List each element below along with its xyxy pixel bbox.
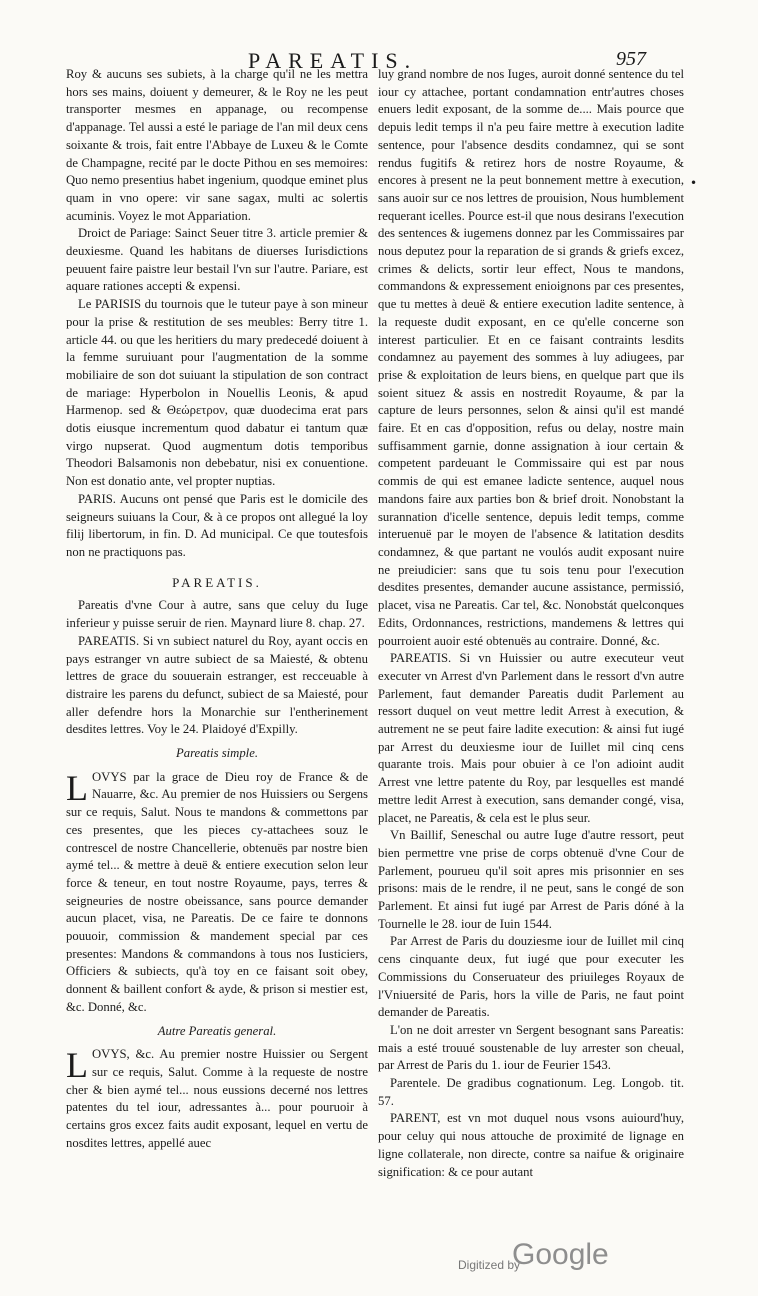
paragraph: PAREATIS. Si vn subiect naturel du Roy, ayant occis en pays estranger vn autre subiect de sa Maiesté, & obtenu lettres de grace du souuerain estranger, est recceuable à distraire les parens du defunct, subiect de sa Maiesté, pour aller defendre hors la Monarchie sur l'entherinement desdites lettres. Voy le 24. Plaidoyé d'Expilly. xyxy=(66,633,368,737)
paragraph: Roy & aucuns ses subiets, à la charge qu'il ne les mettra hors ses mains, doiuent y demeurer, & le Roy ne les peut transporter mesmes en appanage, ou recompense d'appanage. Tel aussi a esté le pariage de l'an mil deux cens soixante & trois, fait entre l'Abbaye de Luxeu & le Comte de Champagne, recité par le docte Pithou en ses memoires: Quo nemo presentius habet ingenium, quodque eminet plus quam in vno opere: vir sane sagax, multi ac solertis acuminis. Voyez le mot Appariation. xyxy=(66,67,368,223)
subheading: Autre Pareatis general. xyxy=(157,1023,277,1038)
paragraph: Vn Baillif, Seneschal ou autre Iuge d'autre ressort, peut bien permettre vne prise de corps obtenuë d'vne Cour de Parlement, pourueu qu'il soit apres mis prisonnier en ses prisons: mais de le rendre, il ne peut, sans le congé de son Parlement. Et ainsi fut iugé par Arrest de Paris dóné à la Tournelle le 28. iour de Iuin 1544. xyxy=(378,828,684,931)
letter-paragraph xyxy=(66,769,368,1017)
paragraph: PARENT, est vn mot duquel nous vsons auiourd'huy, pour celuy qui nous attouche de proximité de lignage en ligne collaterale, non directe, contre sa naifue & originaire signification: & ce pour autant xyxy=(378,1111,684,1179)
drop-cap: L xyxy=(66,767,88,808)
running-title: PAREATIS. xyxy=(248,48,418,73)
letter-paragraph xyxy=(66,1046,368,1152)
paragraph: Par Arrest de Paris du douziesme iour de Iuillet mil cinq cens cinquante deux, fut iugé que pour executer les Commissions du Conseruateur des priuileges Royaux de l'Vniuersité de Paris, hors la ville de Paris, ne faut point demander de Pareatis. xyxy=(378,934,684,1020)
left-column xyxy=(66,66,368,1166)
paragraph: Pareatis d'vne Cour à autre, sans que celuy du Iuge inferieur y puisse seruir de rien. Maynard liure 8. chap. 27. xyxy=(66,598,368,631)
right-column xyxy=(378,66,684,1179)
letter-text: OVYS, &c. Au premier nostre Huissier ou Sergent sur ce requis, Salut. Comme à la requeste de nostre cher & bien aymé tel... nous eussions decerné nos lettres patentes du tel iour, adressantes à... pour pouruoir à certains gros excez faits audit exposant, lequel en vertu de nosdites lettres, appellé auec xyxy=(66,1047,368,1150)
digitized-label: Digitized by xyxy=(458,1258,521,1272)
paragraph: PARIS. Aucuns ont pensé que Paris est le domicile des seigneurs suiuans la Cour, & à ce propos ont allegué la loy filij libertorum, in fin. D. Ad municipal. Ce que toutesfois non ne practiquons pas. xyxy=(66,491,368,559)
margin-mark: • xyxy=(690,176,698,190)
paragraph: PAREATIS. Si vn Huissier ou autre executeur veut executer vn Arrest d'vn Parlement dans le ressort d'vn autre Parlement, faut demander Pareatis dudit Parlement au ressort duquel on veut mettre ledit Arrest à execution, & autrement ne se peut faire ladite execution: & ainsi fut iugé par Arrest du deuxiesme iour de Iuillet mil cinq cens quarante trois. Mais pour obuier à ce l'on adioint audit Arrest vne lettre patente du Roy, par lesquelles est mandé mettre ledit Arrest à execution, sans demander congé, visa, placet, ne Pareatis, & cela est le plus seur. xyxy=(378,651,684,825)
google-logo: Google xyxy=(512,1238,609,1271)
paragraph: Droict de Pariage: Sainct Seuer titre 3. article premier & deuxiesme. Quand les habitans de diuerses Iurisdictions peuuent faire paistre leur bestail l'vn sur l'autre. Pariare, est aquare rationes accepti & expensi. xyxy=(66,226,368,294)
paragraph: luy grand nombre de nos Iuges, auroit donné sentence du tel iour cy attachee, portant condamnation entr'autres choses enuers ledit exposant, de la somme de.... Mais pource que depuis ledit temps il n'a peu faire mettre à execution ladite sentence, pour l'absence desdits condamnez, qui se sont rendus fugitifs & retirez hors de nostre Royaume, & encores à present ne la peut bonnement mettre à execution, sans auoir sur ce nos lettres de prouision, Nous humblement requerant icelles. Pource est-il que nous desirans l'execution des sentences & iugemens donnez par les Commissaires par nous deputez pour la reparation de si grands & griefs excez, crimes & delicts, sortir leur effect, Nous te mandons, commandons & expressement enioignons par ces presentes, que tu mettes à deuë & entiere execution ladite sentence, à la requeste dudit exposant, en ce qu'elle concerne son interest particulier. Et en ce faisant contraints lesdits condamnez au payement des sommes à luy adiugees, par prise & exploitation de leurs biens, en quelque part que ils soient situez & assis en nostredit Royaume, & par la capture de leurs personnes, selon & ainsi qu'il est mandé faire. Et en cas d'opposition, refus ou delay, nostre main suffisamment garnie, donne assignation à iour certain & competent pardeuant le Commissaire qui est par nous commis de qui est emanee ladicte sentence, auquel nous mandons faire aux parties bon & brief droit. Nonobstant la surannation d'icelle sentence, depuis ledit temps, comme interuenuë par le moyen de l'absence & latitation desdits condamnez, & que partant ne voulós audit exposant nuire ne preiudicier: sans que tu sois tenu pour l'execution desdites presentes, demander aucune assistance, permissió, placet, visa ne Pareatis. Car tel, &c. Nonobstát quelconques Edits, Ordonnances, restrictions, mandemens & lettres qui pourroient auoir esté obtenuës au contraire. Donné, &c. xyxy=(378,67,684,648)
paragraph: Le PARISIS du tournois que le tuteur paye à son mineur pour la prise & restitution de ses meubles: Berry titre 1. article 44. ou que les heritiers du mary predecedé doiuent à la femme suruiuant pour l'augmentation de la somme mobiliaire de son dot suiuant la stipulation de son contract de mariage: Hyperbolon in Nouellis Leonis, & apud Harmenop. sed & Θεώρετρον, quæ duodecima erat pars dotis eiusque incrementum quod dabatur ei tantum quæ virgo nupserat. Quod augmentum dotis temporibus Theodori Balsamonis non debebatur, nisi ex conuentione. Non est donatio ante, vel propter nuptias. xyxy=(66,297,368,489)
footer xyxy=(0,1236,758,1276)
drop-cap: L xyxy=(66,1045,88,1086)
paragraph: Parentele. De gradibus cognationum. Leg. Longob. tit. 57. xyxy=(378,1076,684,1108)
letter-text: OVYS par la grace de Dieu roy de France & de Nauarre, &c. Au premier de nos Huissiers ou Sergens sur ce requis, Salut. Nous te mandons & commettons par ces presentes, que les pieces cy-attachees souz le contrescel de nostre Chancellerie, obtenuës par nostre bien aymé tel... & mettre à deuë & entiere execution selon leur force & teneur, en tout nostre Royaume, pays, terres & seigneuries de nostre obeissance, sans pource demander aucun placet, visa, ne Pareatis. De ce faire te donnons pouuoir, commission & mandement special par ces presentes: Mandons & commandons à tous nos Iusticiers, Officiers & subiects, qu'à toy en ce faisant soit obey, donnent & baillent confort & ayde, & prison si mestier est, &c. Donné, &c. xyxy=(66,769,368,1014)
paragraph: L'on ne doit arrester vn Sergent besognant sans Pareatis: mais a esté trouué soustenable de luy arrester son cheual, par Arrest de Paris du 1. iour de Feurier 1543. xyxy=(378,1022,684,1073)
subheading: Pareatis simple. xyxy=(176,746,258,761)
section-heading: PAREATIS. xyxy=(172,574,262,590)
page-number: 957 xyxy=(616,48,646,70)
